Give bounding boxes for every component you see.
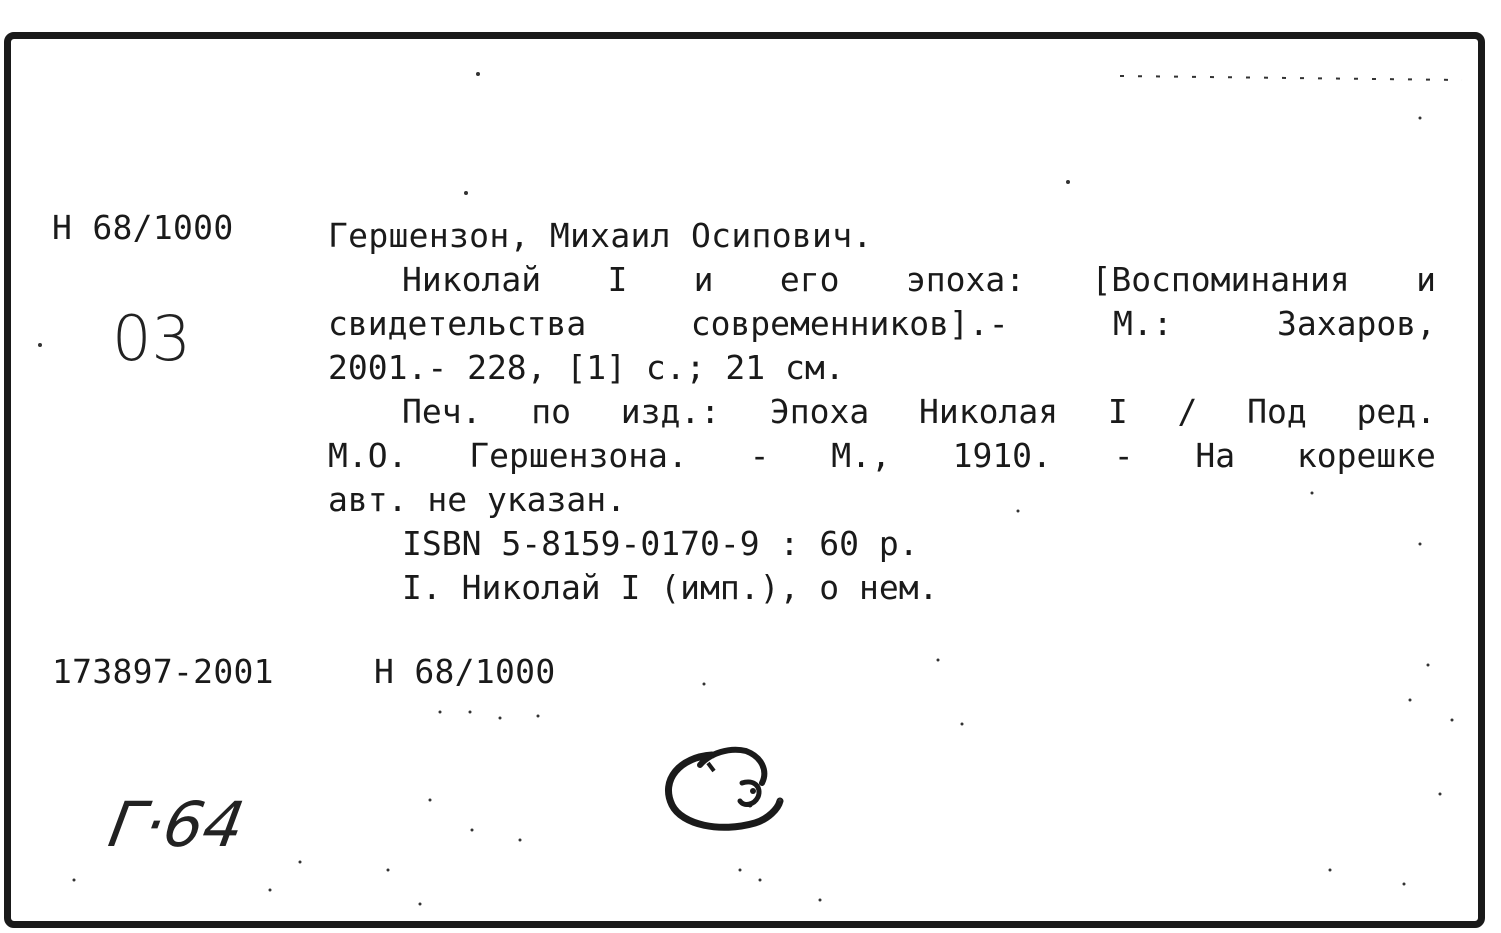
author-heading: Гершензон, Михаил Осипович.	[328, 216, 873, 255]
accession-number: 173897-2001	[52, 652, 274, 691]
handwritten-author-mark: Г·64	[103, 788, 250, 861]
bibliographic-description	[328, 258, 1436, 610]
isbn-line: ISBN 5-8159-0170-9 : 60 р.	[402, 524, 919, 563]
shelf-mark: Н 68/1000	[52, 208, 234, 247]
library-stamp-icon	[650, 735, 800, 845]
title-line-3: 2001.- 228, [1] с.; 21 см.	[328, 348, 845, 387]
handwritten-code: 03	[112, 302, 191, 375]
note-line-3: авт. не указан.	[328, 480, 627, 519]
note-line-2: М.О. Гершензона. - М., 1910. - На корешке	[328, 436, 1436, 475]
subject-line: I. Николай I (имп.), о нем.	[402, 568, 939, 607]
title-line-1: Николай I и его эпоха: [Воспоминания и	[402, 260, 1436, 299]
note-line-1: Печ. по изд.: Эпоха Николая I / Под ред.	[402, 392, 1436, 431]
footer-shelf-mark: Н 68/1000	[374, 652, 556, 691]
title-line-2: свидетельства современников].- М.: Захаров,	[328, 304, 1436, 343]
